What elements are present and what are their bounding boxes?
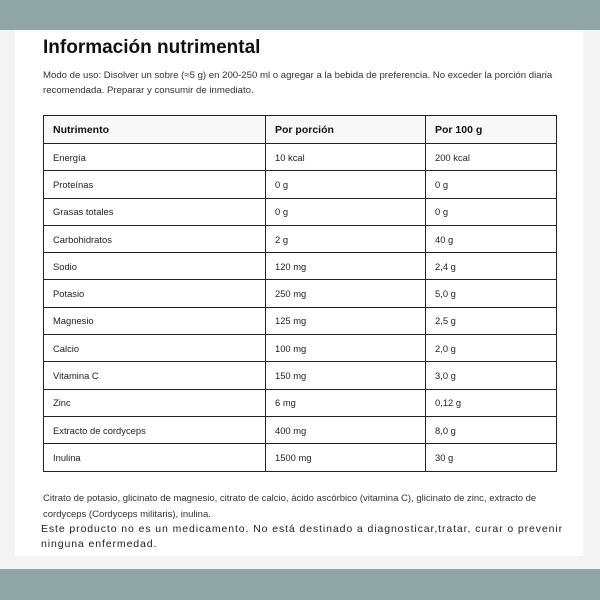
table-row — [44, 225, 557, 252]
per-100g-value: 8,0 g — [426, 416, 557, 443]
ingredients-text: Citrato de potasio, glicinato de magnesio, citrato de calcio, ácido ascórbico (vitamina C), glicinato de zinc, extracto de cordyceps (Cordyceps militaris), inulina. — [43, 493, 537, 520]
nutrient-name: Proteínas — [44, 171, 266, 198]
table-row — [44, 253, 557, 280]
per-serving-value: 100 mg — [266, 335, 426, 362]
disclaimer-text: Este producto no es un medicamento. No está destinado a diagnosticar,tratar, curar o prevenir ninguna enfermedad. — [41, 523, 564, 550]
table-row — [44, 198, 557, 225]
per-serving-value: 400 mg — [266, 416, 426, 443]
nutrient-name: Magnesio — [44, 307, 266, 334]
per-serving-value: 2 g — [266, 225, 426, 252]
header-per-serving: Por porción — [266, 116, 426, 144]
table-row — [44, 362, 557, 389]
nutrient-name: Inulina — [44, 444, 266, 471]
nutrient-name: Extracto de cordyceps — [44, 416, 266, 443]
per-serving-value: 10 kcal — [266, 144, 426, 171]
per-100g-value: 40 g — [426, 225, 557, 252]
per-100g-value: 30 g — [426, 444, 557, 471]
table-row — [44, 335, 557, 362]
table-row — [44, 416, 557, 443]
table-row — [44, 280, 557, 307]
table-row — [44, 171, 557, 198]
per-serving-value: 0 g — [266, 198, 426, 225]
per-100g-value: 200 kcal — [426, 144, 557, 171]
nutrition-card — [15, 30, 583, 556]
per-100g-value: 0,12 g — [426, 389, 557, 416]
per-serving-value: 150 mg — [266, 362, 426, 389]
per-100g-value: 5,0 g — [426, 280, 557, 307]
per-100g-value: 0 g — [426, 171, 557, 198]
nutrition-table — [43, 115, 557, 472]
nutrient-name: Grasas totales — [44, 198, 266, 225]
nutrient-name: Potasio — [44, 280, 266, 307]
header-per-100g: Por 100 g — [426, 116, 557, 144]
bottom-band — [0, 569, 600, 600]
per-serving-value: 125 mg — [266, 307, 426, 334]
per-serving-value: 1500 mg — [266, 444, 426, 471]
per-100g-value: 2,4 g — [426, 253, 557, 280]
per-100g-value: 3,0 g — [426, 362, 557, 389]
top-band — [0, 0, 600, 30]
per-100g-value: 0 g — [426, 198, 557, 225]
per-serving-value: 250 mg — [266, 280, 426, 307]
nutrient-name: Sodio — [44, 253, 266, 280]
table-row — [44, 444, 557, 471]
per-100g-value: 2,0 g — [426, 335, 557, 362]
nutrient-name: Vitamina C — [44, 362, 266, 389]
header-nutrient: Nutrimento — [44, 116, 266, 144]
table-row — [44, 389, 557, 416]
per-serving-value: 0 g — [266, 171, 426, 198]
nutrient-name: Energía — [44, 144, 266, 171]
table-header-row — [44, 116, 557, 144]
per-serving-value: 120 mg — [266, 253, 426, 280]
nutrient-name: Zinc — [44, 389, 266, 416]
table-row — [44, 307, 557, 334]
per-serving-value: 6 mg — [266, 389, 426, 416]
per-100g-value: 2,5 g — [426, 307, 557, 334]
page-title: Información nutrimental — [43, 37, 261, 58]
usage-instructions: Modo de uso: Disolver un sobre (≈5 g) en 200-250 ml o agregar a la bebida de preferencia. No exceder la porción diaria recomendada. Preparar y consumir de inmediato. — [43, 70, 553, 96]
nutrient-name: Carbohidratos — [44, 225, 266, 252]
table-row — [44, 144, 557, 171]
nutrient-name: Calcio — [44, 335, 266, 362]
